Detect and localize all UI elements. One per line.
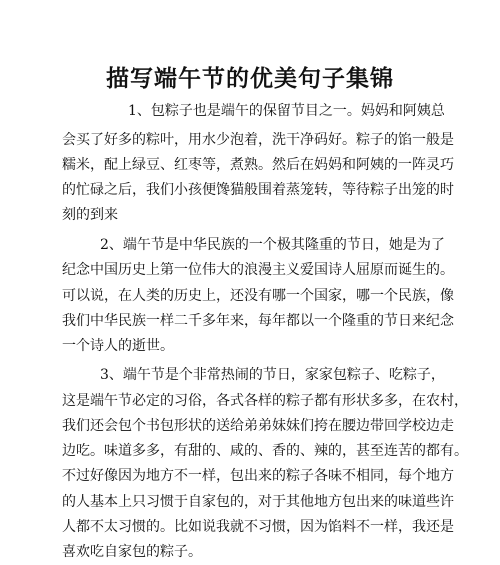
- paragraph-3-line-6: 的人基本上只习惯于自家包的，对于其他地方包出来的味道些许: [62, 494, 454, 510]
- paragraph-3-line-4: 边吃。味道多多，有甜的、咸的、香的、辣的，甚至连苦的都有。: [62, 443, 468, 459]
- paragraph-1-line-1: 1、包粽子也是端午的保留节目之一。妈妈和阿姨总: [128, 103, 445, 119]
- paragraph-1-line-3: 糯米，配上绿豆、红枣等，煮熟。然后在妈妈和阿姨的一阵灵巧: [62, 157, 454, 173]
- document-title: 描写端午节的优美句子集锦: [106, 65, 394, 92]
- paragraph-2-line-2: 纪念中国历史上第一位伟大的浪漫主义爱国诗人屈原而诞生的。: [62, 262, 454, 278]
- paragraph-3-line-8: 喜欢吃自家包的粽子。: [62, 544, 202, 560]
- paragraph-1-line-2: 会买了好多的粽叶，用水少泡着，洗干净码好。粽子的馅一般是: [62, 132, 454, 148]
- paragraph-3-line-5: 不过好像因为地方不一样，包出来的粽子各味不相同，每个地方: [62, 468, 454, 484]
- paragraph-2-line-4: 我们中华民族一样二千多年来，每年都以一个隆重的节日来纪念: [62, 313, 454, 329]
- paragraph-2-line-3: 可以说，在人类的历史上，还没有哪一个国家，哪一个民族，像: [62, 288, 454, 304]
- paragraph-3-line-2: 这是端午节必定的习俗，各式各样的粽子都有形状多多，在农村，: [62, 393, 468, 409]
- paragraph-3-line-1: 3、端午节是个非常热闹的节日，家家包粽子、吃粽子，: [100, 367, 445, 383]
- paragraph-3-line-7: 人都不太习惯的。比如说我就不习惯，因为馅料不一样，我还是: [62, 519, 454, 535]
- paragraph-2-line-5: 一个诗人的逝世。: [62, 338, 174, 354]
- paragraph-1-line-5: 刻的到来: [62, 207, 118, 223]
- paragraph-3-line-3: 我们还会包个书包形状的送给弟弟妹妹们挎在腰边带回学校边走: [62, 418, 454, 434]
- paragraph-1-line-4: 的忙碌之后，我们小孩便馋猫般围着蒸笼转，等待粽子出笼的时: [62, 182, 454, 198]
- paragraph-2-line-1: 2、端午节是中华民族的一个极其隆重的节日，她是为了: [100, 237, 445, 253]
